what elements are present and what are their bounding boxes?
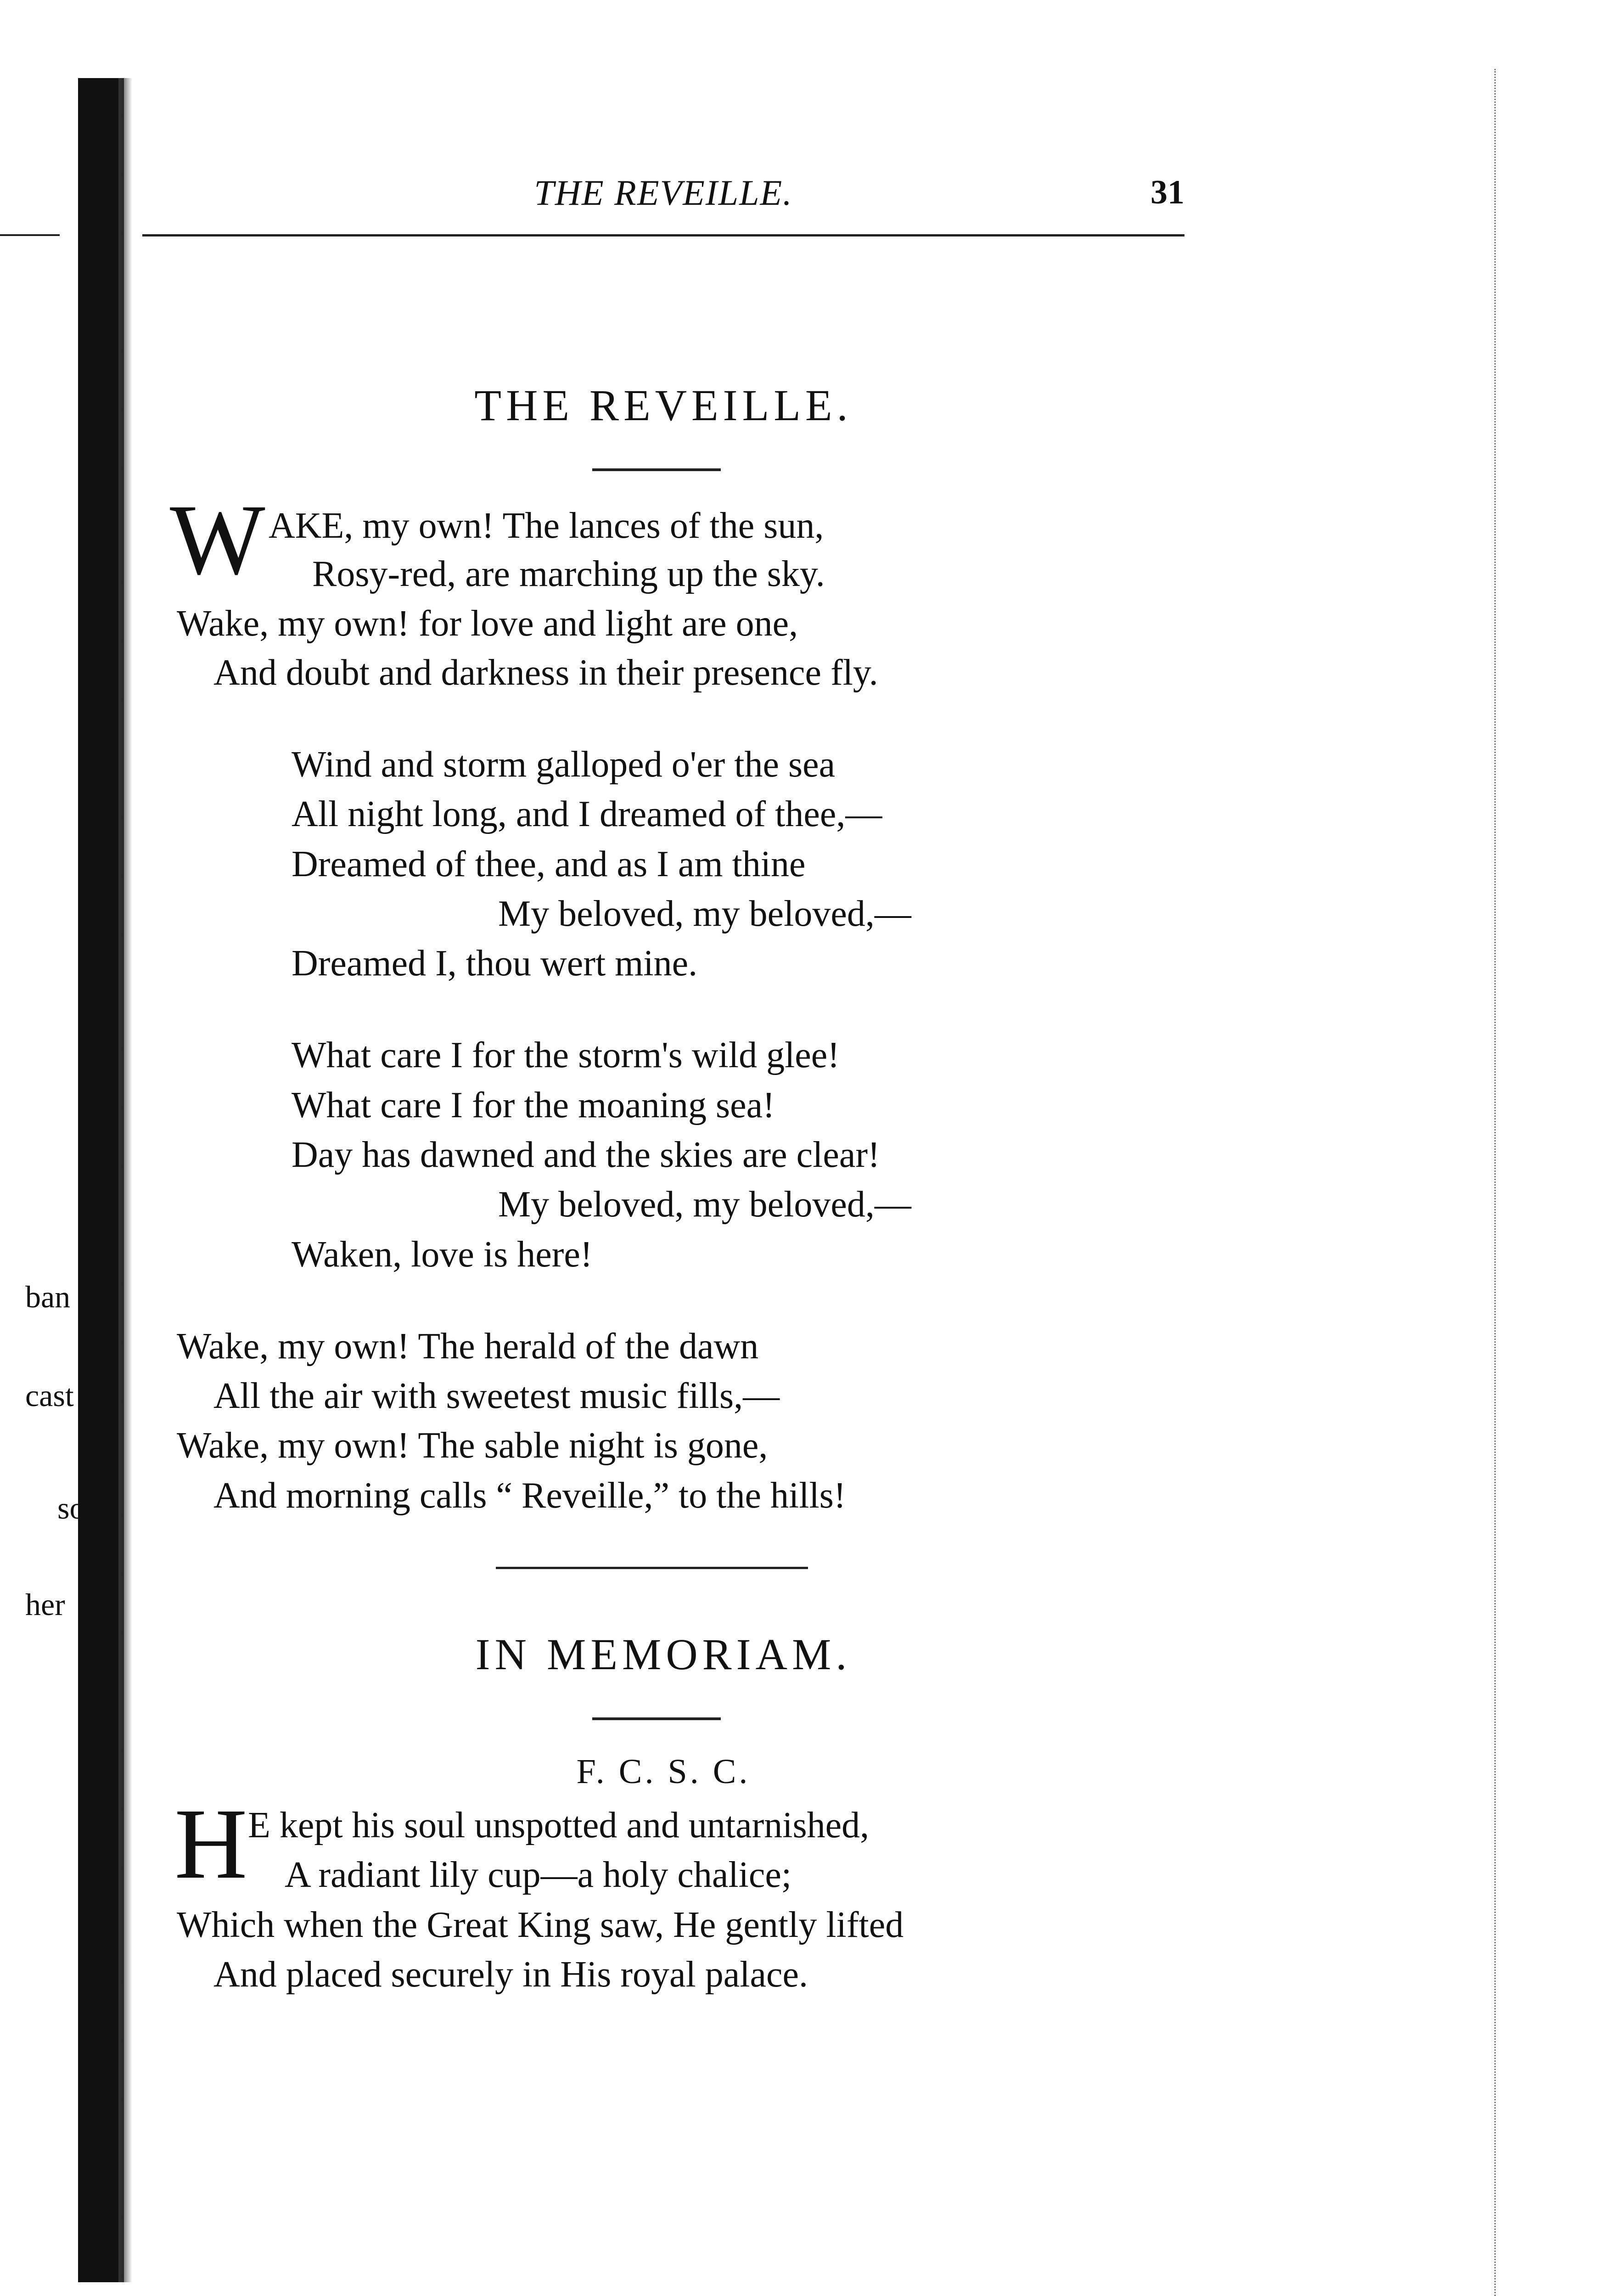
dedication: F. C. S. C. (576, 1752, 751, 1791)
gutter-shadow (118, 78, 132, 2282)
poem-line: Dreamed I, thou wert mine. (292, 943, 698, 984)
poem-line: Wake, my own! The herald of the dawn (177, 1326, 759, 1367)
poem-line: Day has dawned and the skies are clear! (292, 1135, 880, 1175)
poem-line: E kept his soul unspotted and untarnished, (248, 1805, 870, 1846)
previous-page-rule (0, 234, 60, 236)
title-rule (592, 468, 721, 471)
poem-line: Which when the Great King saw, He gently lifted (177, 1905, 904, 1945)
previous-page-fragment: ban (25, 1279, 71, 1314)
drop-cap: H (174, 1788, 247, 1900)
poem-line: Rosy-red, are marching up the sky. (312, 554, 825, 594)
poem-line: Wind and storm galloped o'er the sea (292, 744, 836, 785)
poem-title-reveille: THE REVEILLE. (474, 381, 853, 430)
page-right-edge (1494, 69, 1496, 2296)
header-rule (142, 234, 1184, 236)
poem-line: What care I for the storm's wild glee! (292, 1035, 840, 1075)
poem-line: AKE, my own! The lances of the sun, (269, 506, 824, 546)
poem-line: Waken, love is here! (292, 1234, 593, 1275)
poem-title-in-memoriam: IN MEMORIAM. (475, 1630, 852, 1679)
title-rule (592, 1717, 721, 1720)
poem-line: And doubt and darkness in their presence fly. (213, 653, 878, 693)
previous-page-fragment: her (25, 1587, 65, 1622)
page-number: 31 (1150, 174, 1184, 211)
poem-line: All the air with sweetest music fills,— (213, 1376, 780, 1416)
poem-line: Wake, my own! The sable night is gone, (177, 1425, 768, 1466)
running-title: THE REVEILLE. (534, 173, 793, 213)
running-header (142, 163, 1184, 214)
previous-page-fragment: so (57, 1491, 85, 1525)
drop-cap: W (170, 484, 265, 596)
book-binding-gutter (78, 78, 124, 2282)
poem-line: And placed securely in His royal palace. (213, 1954, 808, 1995)
poem-line: Dreamed of thee, and as I am thine (292, 844, 806, 884)
poem-line: And morning calls “ Reveille,” to the hills! (213, 1475, 846, 1516)
poem-line: A radiant lily cup—a holy chalice; (285, 1855, 792, 1895)
poem-line: All night long, and I dreamed of thee,— (292, 794, 882, 834)
poem-line: Wake, my own! for love and light are one, (177, 603, 798, 644)
previous-page-fragment: cast (25, 1378, 74, 1413)
poem-line: What care I for the moaning sea! (292, 1085, 775, 1125)
poem-line: My beloved, my beloved,— (498, 894, 911, 934)
section-divider (496, 1567, 808, 1569)
poem-line: My beloved, my beloved,— (498, 1184, 911, 1225)
